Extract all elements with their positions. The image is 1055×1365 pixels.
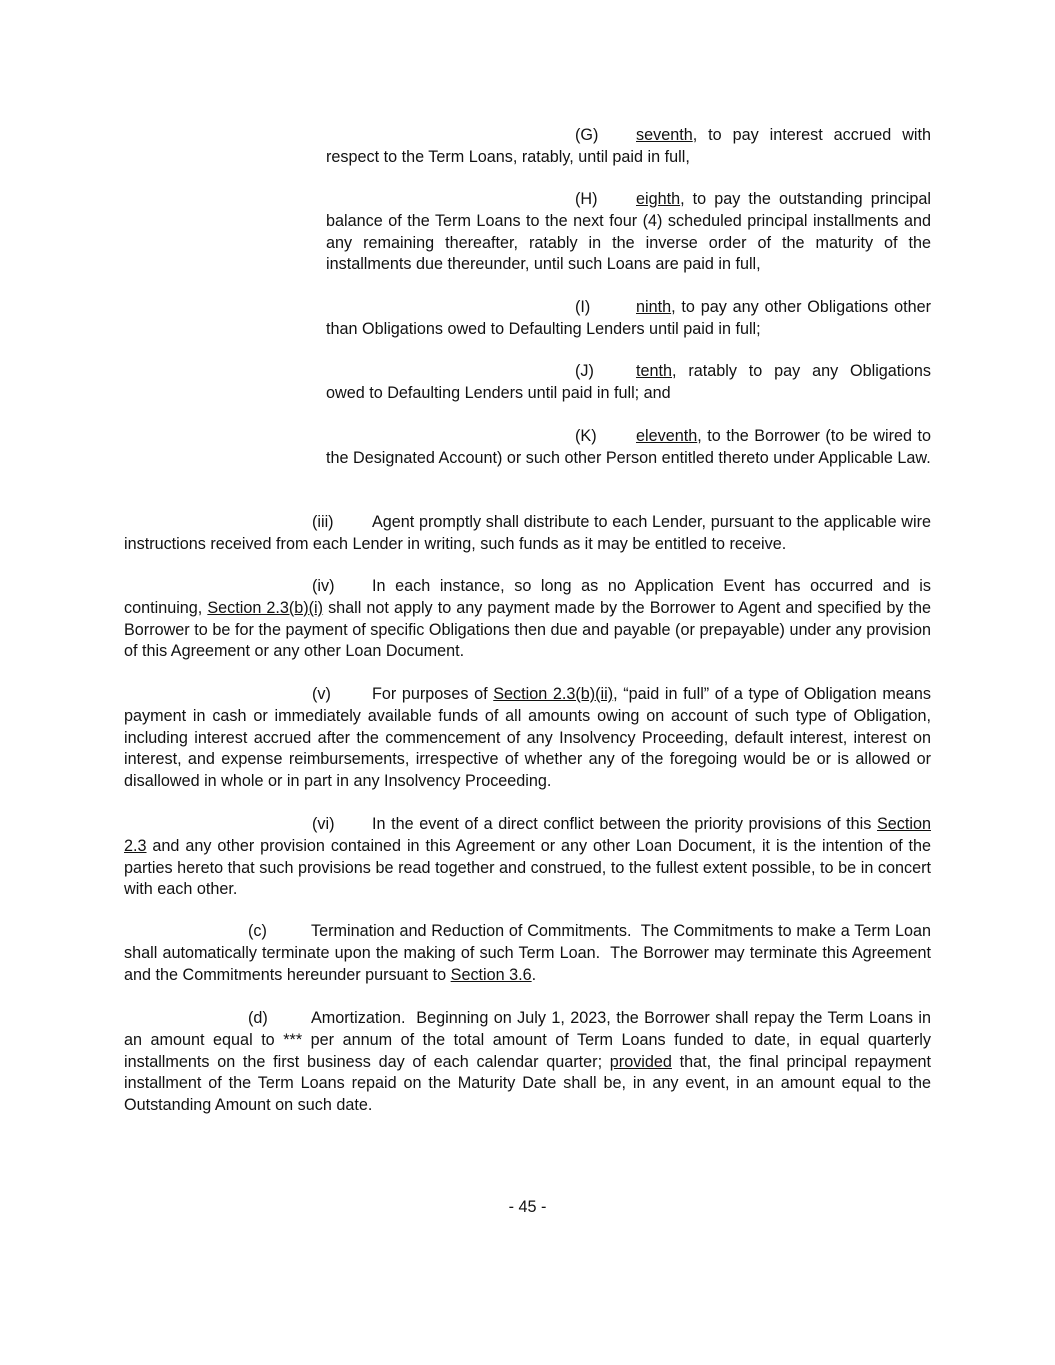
- clause-label: (J): [575, 362, 594, 380]
- clause-text: , ratably to pay any Obligations owed to Defaulting Lenders until paid in full; and: [326, 362, 931, 402]
- clause-label: (G): [575, 126, 599, 144]
- page-number: - 45 -: [508, 1198, 547, 1216]
- clause-term: eleventh: [636, 427, 698, 445]
- section-text: .: [531, 965, 537, 984]
- section-reference: Section 2.3(b)(ii): [493, 685, 614, 703]
- section-heading: Amortization.: [311, 1009, 406, 1027]
- clause-text: In the event of a direct conflict between the priority provisions of this: [372, 815, 877, 833]
- clause-text: shall not apply to any payment made by the Borrower to Agent and specified by the Borrower to be for the payment of specific Obligations then due and payable (or prepayable) under any provision of this Agreement or any other Loan Document.: [124, 598, 932, 661]
- section-text: The Commitments to make a Term Loan shall automatically terminate upon the making of such Term Loan. The Borrower may terminate this Agreement and the Commitments hereunder pursuant to: [124, 922, 936, 984]
- clause-text: , to pay the outstanding principal balance of the Term Loans to the next four (4) scheduled principal installments and any remaining thereafter, ratably in the inverse order of the maturity of the installments due thereunder, until such Loans are paid in full,: [326, 190, 931, 274]
- clause-text: , to pay interest accrued with respect to the Term Loans, ratably, until paid in full,: [326, 126, 931, 166]
- clause-label: (H): [575, 190, 598, 208]
- clause-j: [326, 361, 931, 405]
- clause-v: [124, 684, 931, 793]
- section-label: (c): [248, 922, 267, 940]
- section-label: (d): [248, 1009, 268, 1027]
- clause-label: (iv): [312, 577, 335, 595]
- clause-term: seventh: [636, 126, 693, 144]
- clause-term: tenth: [636, 362, 673, 380]
- clause-k: [326, 426, 931, 470]
- clause-term: eighth: [636, 190, 681, 208]
- clause-term: ninth: [636, 298, 672, 316]
- clause-iv: [124, 576, 931, 663]
- section-reference: Section 3.6: [450, 965, 532, 984]
- clause-label: (vi): [312, 815, 335, 833]
- clause-text: In each instance, so long as no Application Event has occurred and is continuing,: [124, 577, 931, 617]
- clause-label: (iii): [312, 513, 334, 531]
- clause-text: , to the Borrower (to be wired to the Designated Account) or such other Person entitled thereto under Applicable Law.: [326, 427, 931, 467]
- section-c: [124, 921, 936, 986]
- section-reference: Section 2.3: [124, 815, 931, 855]
- clause-text: For purposes of: [372, 685, 494, 703]
- section-text: that, the final principal repayment installment of the Term Loans repaid on the Maturity Date shall be, in any event, in an amount equal to the Outstanding Amount on such date.: [124, 1052, 936, 1115]
- clause-iii: [124, 512, 931, 556]
- clause-h: [326, 189, 931, 276]
- proviso-term: provided: [609, 1052, 672, 1071]
- clause-i: [326, 297, 931, 341]
- section-d: [124, 1008, 936, 1117]
- clause-label: (v): [312, 685, 331, 703]
- clause-text: Agent promptly shall distribute to each Lender, pursuant to the applicable wire instructions received from each Lender in writing, such funds as it may be entitled to receive.: [124, 513, 931, 553]
- clause-g: [326, 125, 931, 169]
- clause-label: (I): [575, 298, 591, 316]
- section-text: Beginning on July 1, 2023, the Borrower shall repay the Term Loans in an amount equal to *** per annum of the total amount of Term Loans funded to date, in equal quarterly installments on the first business day of each calendar quarter;: [124, 1009, 936, 1071]
- section-heading: Termination and Reduction of Commitments.: [311, 922, 632, 940]
- clause-vi: [124, 814, 931, 901]
- clause-label: (K): [575, 427, 597, 445]
- clause-text: and any other provision contained in this Agreement or any other Loan Document, it is the intention of the parties hereto that such provisions be read together and construed, to the fullest extent possible, to be in concert with each other.: [124, 836, 931, 899]
- clause-text: , “paid in full” of a type of Obligation means payment in cash or immediately available funds of all amounts owing on account of such type of Obligation, including interest accrued after the commencement of any Insolvency Proceeding, default interest, interest on interest, and expense reimbursements, irrespective of whether any of the foregoing would be or is allowed or disallowed in whole or in part in any Insolvency Proceeding.: [124, 685, 931, 791]
- clause-text: , to pay any other Obligations other than Obligations owed to Defaulting Lenders until paid in full;: [326, 298, 931, 338]
- section-reference: Section 2.3(b)(i): [207, 598, 324, 617]
